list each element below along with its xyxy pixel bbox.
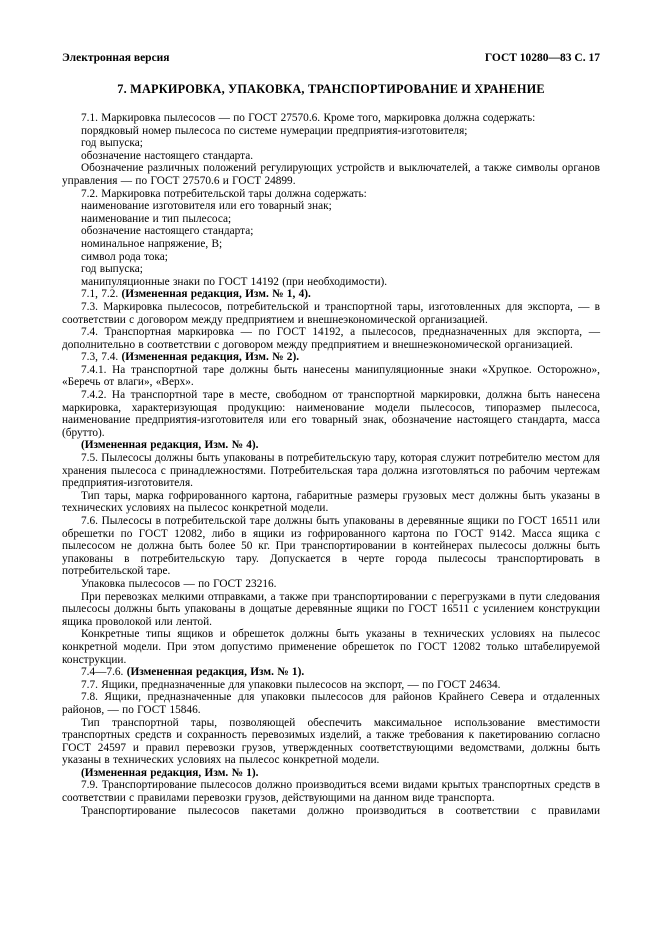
paragraph (62, 288, 600, 301)
paragraph-text: обозначение настоящего стандарта. (81, 149, 254, 162)
paragraph (62, 125, 600, 138)
amendment-note-text: (Измененная редакция, Изм. № 1). (81, 766, 259, 779)
paragraph-text: год выпуска; (81, 137, 143, 150)
paragraph-text: 7.6. Пылесосы в потребительской таре должны быть упакованы в деревянные ящики по ГОСТ 16511 или обрешетки по ГОСТ 12082, либо в ящики из гофрированного картона по ГОСТ 9142. Масса ящика с пылесосом не должна быть более 50 кг. При транспортировании в контейнерах пылесосы должны быть упакованы в потребительскую тару. Допускается в черте города пылесосы транспортировать в потребительской таре. (62, 515, 600, 578)
paragraph (62, 452, 600, 490)
paragraph-text: 7.4—7.6. (81, 666, 127, 679)
paragraph (62, 263, 600, 276)
paragraph-text: 7.7. Ящики, предназначенные для упаковки пылесосов на экспорт, — по ГОСТ 24634. (81, 678, 501, 691)
section-title: 7. МАРКИРОВКА, УПАКОВКА, ТРАНСПОРТИРОВАНИЕ И ХРАНЕНИЕ (117, 82, 545, 96)
paragraph-text: 7.5. Пылесосы должны быть упакованы в потребительскую тару, которая служит потребителю местом для хранения пылесоса с принадлежностями. Потребительская тара должна изготовляться по рабочим чертежам предприятия-изготовителя. (62, 452, 600, 490)
paragraph-text: Упаковка пылесосов — по ГОСТ 23216. (81, 577, 277, 590)
paragraph (62, 389, 600, 439)
paragraph (62, 578, 600, 591)
paragraph-text: 7.1, 7.2. (81, 288, 122, 301)
paragraph (62, 162, 600, 187)
paragraph (62, 666, 600, 679)
paragraph (62, 628, 600, 666)
paragraph (62, 691, 600, 716)
paragraph (62, 301, 600, 326)
paragraph (62, 188, 600, 201)
document-body (62, 112, 600, 817)
amendment-note-text: (Измененная редакция, Изм. № 1, 4). (121, 288, 311, 301)
paragraph-text: Тип тары, марка гофрированного картона, габаритные размеры грузовых мест должны быть указаны в технических условиях на пылесос конкретной модели. (62, 489, 600, 515)
paragraph (62, 364, 600, 389)
paragraph (62, 717, 600, 767)
page-header (62, 52, 600, 65)
header-edition-label: Электронная версия (62, 52, 170, 64)
paragraph-text: 7.4.2. На транспортной таре в месте, свободном от транспортной маркировки, должна быть нанесена маркировка, характеризующая продукцию: наименование модели пылесосов, типоразмер пылесоса, наименование предприятия-изготовителя или его товарный знак, обозначение настоящего стандарта, масса (брутто). (62, 389, 600, 439)
paragraph-text: номинальное напряжение, В; (81, 237, 223, 250)
paragraph-text: 7.4.1. На транспортной таре должны быть нанесены манипуляционные знаки «Хрупкое. Осторожно», «Беречь от влаги», «Верх». (62, 363, 600, 389)
paragraph (62, 150, 600, 163)
paragraph (62, 326, 600, 351)
paragraph (62, 490, 600, 515)
paragraph (62, 251, 600, 264)
paragraph (62, 200, 600, 213)
paragraph-text: 7.8. Ящики, предназначенные для упаковки пылесосов для районов Крайнего Севера и отдаленных районов, — по ГОСТ 15846. (62, 691, 600, 716)
paragraph-text: 7.1. Маркировка пылесосов — по ГОСТ 27570.6. Кроме того, маркировка должна содержать: (81, 112, 536, 124)
paragraph (62, 805, 600, 818)
paragraph (62, 276, 600, 289)
paragraph-text: манипуляционные знаки по ГОСТ 14192 (при необходимости). (81, 275, 388, 288)
paragraph-text: символ рода тока; (81, 250, 168, 263)
amendment-note-text: (Измененная редакция, Изм. № 4). (81, 439, 259, 452)
paragraph-text: Обозначение различных положений регулирующих устройств и выключателей, а также символы органов управления — по ГОСТ 27570.6 и ГОСТ 24899. (62, 162, 600, 187)
paragraph (62, 351, 600, 364)
header-standard-number: ГОСТ 10280—83 С. 17 (484, 52, 600, 64)
paragraph-text: наименование изготовителя или его товарный знак; (81, 200, 332, 213)
paragraph-text: год выпуска; (81, 263, 143, 276)
paragraph-text: порядковый номер пылесоса по системе нумерации предприятия-изготовителя; (81, 124, 468, 137)
paragraph-text: Транспортирование пылесосов пакетами должно производиться в соответствии с правилами (81, 804, 600, 817)
paragraph (62, 225, 600, 238)
paragraph-text: 7.2. Маркировка потребительской тары должна содержать: (81, 187, 367, 200)
paragraph (62, 767, 600, 780)
paragraph (62, 679, 600, 692)
paragraph-text: 7.3. Маркировка пылесосов, потребительской и транспортной тары, изготовленных для экспорта, — в соответствии с договором между предприятием и внешнеэкономической организацией. (62, 300, 600, 326)
paragraph (62, 112, 600, 125)
paragraph-text: Конкретные типы ящиков и обрешеток должны быть указаны в технических условиях на пылесос конкретной модели. При этом допустимо применение обрешеток по ГОСТ 12082 только штабелируемой конструкции. (62, 628, 600, 666)
paragraph (62, 213, 600, 226)
paragraph (62, 439, 600, 452)
paragraph (62, 238, 600, 251)
paragraph-text: При перевозках мелкими отправками, а также при транспортировании с перегрузками в пути следования пылесосы должны быть упакованы в дощатые деревянные ящики по ГОСТ 16511 с усилением конструкции ящика проволокой или лентой. (62, 590, 600, 628)
amendment-note-text: (Измененная редакция, Изм. № 2). (121, 351, 300, 364)
paragraph-text: 7.4. Транспортная маркировка — по ГОСТ 14192, а пылесосов, предназначенных для экспорта, — дополнительно в соответствии с договором между предприятием и внешнеэкономической организацией. (62, 326, 600, 351)
paragraph (62, 137, 600, 150)
paragraph (62, 779, 600, 804)
paragraph-text: обозначение настоящего стандарта; (81, 225, 254, 238)
paragraph-text: наименование и тип пылесоса; (81, 212, 232, 225)
paragraph (62, 515, 600, 578)
paragraph-text: Тип транспортной тары, позволяющей обеспечить максимальное использование вместимости транспортных средств и сохранность перевозимых изделий, а также требования к пакетированию согласно ГОСТ 24597 и правил перевозки грузов, утвержденных соответствующими ведомствами, должны быть указаны в технических условиях на пылесос конкретной модели. (62, 716, 600, 767)
paragraph-text: 7.9. Транспортирование пылесосов должно производиться всеми видами крытых транспортных средств в соответствии с правилами перевозки грузов, действующими на данном виде транспорта. (62, 779, 600, 805)
paragraph (62, 591, 600, 629)
amendment-note-text: (Измененная редакция, Изм. № 1). (126, 666, 305, 679)
paragraph-text: 7.3, 7.4. (81, 351, 122, 364)
